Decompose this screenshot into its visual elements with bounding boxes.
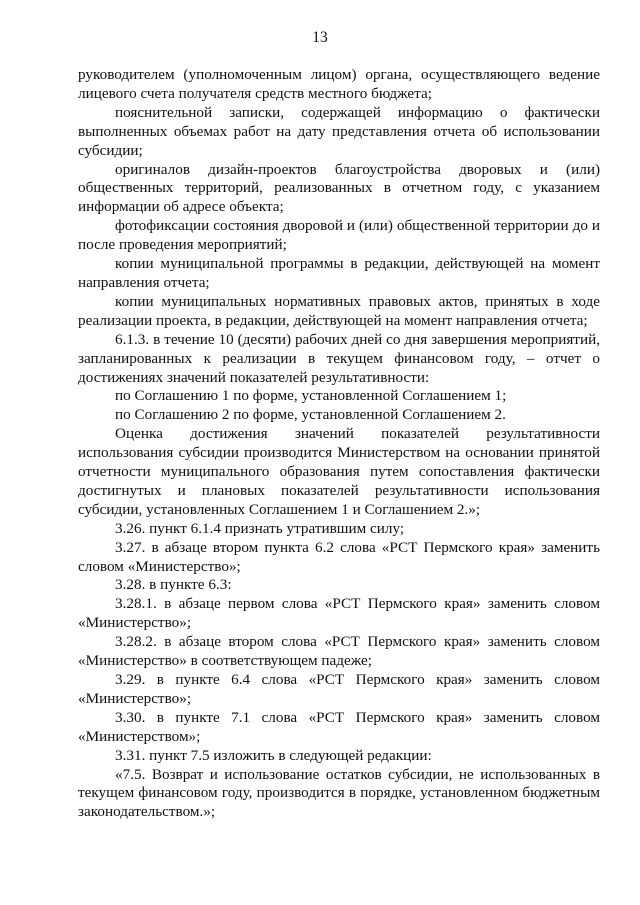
paragraph: 3.26. пункт 6.1.4 признать утратившим силу;	[115, 519, 405, 537]
page-number: 13	[312, 29, 328, 46]
paragraph: по Соглашению 1 по форме, установленной Соглашением 1;	[115, 387, 507, 405]
paragraph: «7.5. Возврат и использование остатков субсидии, не использованных в текущем финансовом году, производится в порядке, установленном бюджетным законодательством.»;	[78, 765, 600, 821]
paragraph: 3.30. в пункте 7.1 слова «РСТ Пермского края» заменить словом «Министерством»;	[78, 708, 600, 745]
paragraph: копии муниципальной программы в редакции, действующей на момент направления отчета;	[78, 255, 600, 291]
paragraph: Оценка достижения значений показателей результативности использования субсидии производится Министерством на основании принятой отчетности муниципального образования путем сопоставления фактически достигнутых и плановых показателей результативности использования субсидии, установленных Соглашением 1 и Соглашением 2.»;	[78, 425, 600, 518]
paragraph: фотофиксации состояния дворовой и (или) общественной территории до и после проведения мероприятий;	[78, 217, 600, 254]
paragraph: копии муниципальных нормативных правовых актов, принятых в ходе реализации проекта, в редакции, действующей на момент направления отчета;	[78, 292, 600, 329]
paragraph: руководителем (уполномоченным лицом) органа, осуществляющего ведение лицевого счета получателя средств местного бюджета;	[78, 66, 600, 102]
paragraph: 6.1.3. в течение 10 (десяти) рабочих дней со дня завершения мероприятий, запланированных к реализации в текущем финансовом году, – отчет о достижениях значений показателей результативности:	[78, 330, 600, 386]
paragraph: 3.28.1. в абзаце первом слова «РСТ Пермского края» заменить словом «Министерство»;	[78, 595, 600, 632]
paragraph: по Соглашению 2 по форме, установленной Соглашением 2.	[115, 406, 506, 424]
paragraph: 3.28.2. в абзаце втором слова «РСТ Пермского края» заменить словом «Министерство» в соответствующем падеже;	[78, 633, 600, 670]
paragraph: пояснительной записки, содержащей информацию о фактически выполненных объемах работ на дату представления отчета об использовании субсидии;	[78, 103, 600, 159]
document-body	[78, 66, 600, 822]
paragraph: оригиналов дизайн-проектов благоустройства дворовых и (или) общественных территорий, реализованных в отчетном году, с указанием информации об адресе объекта;	[78, 160, 600, 216]
paragraph: 3.28. в пункте 6.3:	[115, 576, 232, 594]
paragraph: 3.31. пункт 7.5 изложить в следующей редакции:	[115, 746, 432, 764]
paragraph: 3.27. в абзаце втором пункта 6.2 слова «РСТ Пермского края» заменить словом «Министерство»;	[78, 538, 600, 575]
paragraph: 3.29. в пункте 6.4 слова «РСТ Пермского края» заменить словом «Министерство»;	[78, 671, 600, 707]
